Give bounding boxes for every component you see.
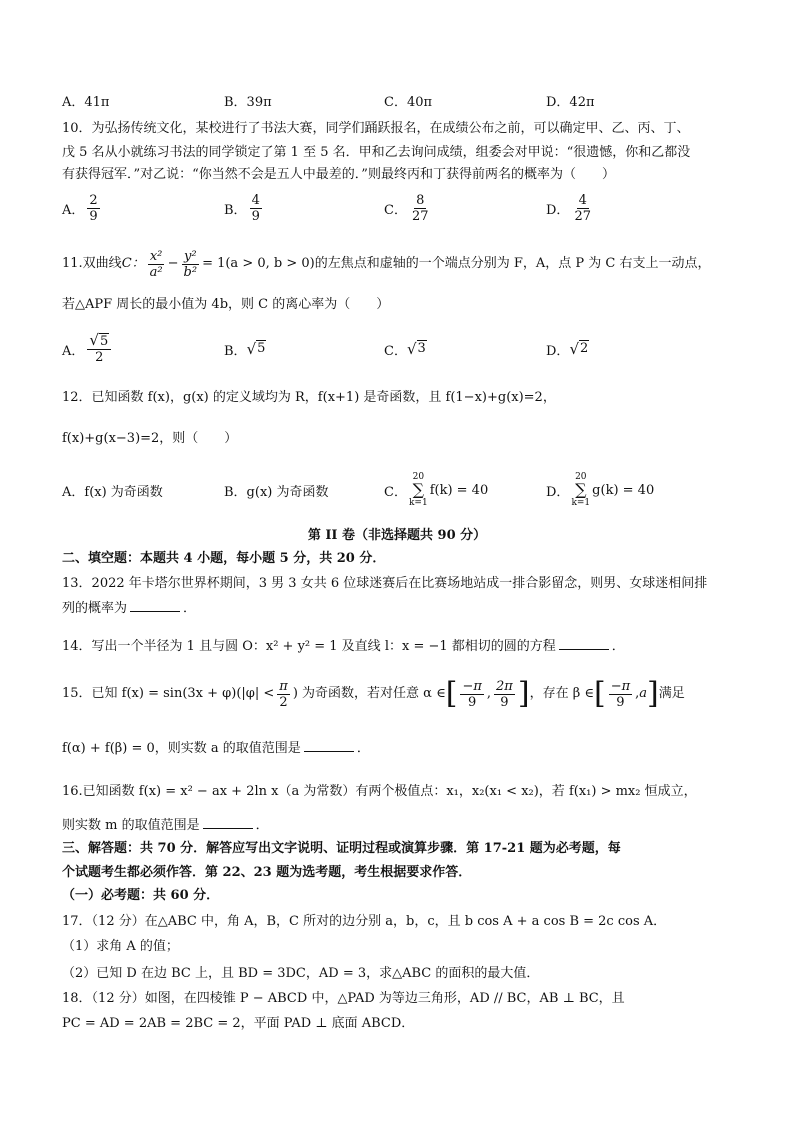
fraction: $\frac{-\pi}{9}$ (610, 678, 631, 710)
summation: 20 ∑ k=1 (408, 472, 428, 508)
fraction-y: $\frac{\text{y²}}{\text{b²}}$ (183, 248, 198, 280)
q10-line-3: 有获得冠军．”对乙说：“你当然不会是五人中最差的．”则最终丙和丁获得前两名的概率为（ ） (62, 167, 615, 182)
sqrt: √ 3 (406, 340, 426, 358)
section-2-title: 第 II 卷（非选择题共 90 分） (307, 528, 487, 543)
q10-line-1: 10．为弘扬传统文化，某校进行了书法大赛，同学们踊跃报名，在成绩公布之前，可以确定甲、乙、丙、丁、 (62, 121, 690, 136)
q11-option-a: A． √ 5 2 (62, 327, 114, 371)
q10-option-c: C． $\frac{8}{27}$ (384, 192, 429, 224)
q9-option-d: D．42π (546, 94, 595, 110)
q18-line-2: PC = AD = 2AB = 2BC = 2，平面 PAD ⊥ 底面 ABCD． (62, 1016, 415, 1031)
q12-option-d: D． 20 ∑ k=1 g(k) = 40 (546, 472, 655, 508)
fraction-x: $\frac{\text{x²}}{\text{a²}}$ (149, 248, 163, 280)
q11-option-d: D． √ 2 (546, 340, 589, 359)
q17-line-1: 17．（12 分）在△ABC 中，角 A，B，C 所对的边分别 a，b，c，且 b cos A + a cos B = 2c cos A． (62, 914, 667, 929)
q10-options (62, 188, 762, 228)
fraction: $\frac{2}{9}$ (89, 192, 98, 224)
answer-blank (304, 738, 354, 752)
fraction: $\frac{-\pi}{9}$ (462, 678, 482, 710)
q14-line: 14．写出一个半径为 1 且与圆 O：x² + y² = 1 及直线 l：x = −1 都相切的圆的方程 ． (62, 636, 754, 657)
q13-line-2: 列的概率为 ． (62, 598, 754, 619)
q11-option-b: B． √ 5 (224, 340, 266, 359)
answer-blank (130, 598, 180, 612)
q10-line-2: 戊 5 名从小就练习书法的同学锁定了第 1 至 5 名．甲和乙去询问成绩，组委会对甲说：“很遗憾，你和乙都没 (62, 145, 691, 160)
fraction: $\frac{4}{27}$ (574, 192, 591, 224)
q11-line-2: 若△APF 周长的最小值为 4b，则 C 的离心率为（ ） (62, 297, 390, 312)
sqrt: √ 2 (569, 340, 589, 358)
section-2-heading: 二、填空题：本题共 4 小题，每小题 5 分，共 20 分． (62, 551, 386, 566)
answer-blank (203, 815, 253, 829)
q11-line-1: 11.双曲线 C： $\frac{\text{x²}}{\text{a²}}$ − $\frac{\text{y²}}{\text{b²}}$ = 1(a > 0, b > 0) 的左焦点和虚轴的一个端点分别为 F，A，点 P 为 C 右支上一动点， (62, 248, 711, 280)
sqrt: √ 5 (246, 340, 266, 358)
q16-line-2: 则实数 m 的取值范围是 ． (62, 815, 754, 836)
q12-options (62, 470, 762, 510)
fraction: $\frac{8}{27}$ (411, 192, 429, 224)
section-3-line-1: 三、解答题：共 70 分．解答应写出文字说明、证明过程或演算步骤．第 17-21 题为必考题，每 (62, 841, 621, 856)
q12-option-c: C． 20 ∑ k=1 f(k) = 40 (384, 472, 489, 508)
section-3-sub: （一）必考题：共 60 分． (62, 888, 220, 903)
q10-option-a: A． $\frac{2}{9}$ (62, 192, 98, 224)
fraction: $\frac{2\pi}{9}$ (496, 678, 513, 710)
q12-option-a: A．f(x) 为奇函数 (62, 484, 163, 500)
fraction: $\frac{4}{9}$ (251, 192, 260, 224)
q9-options (62, 80, 762, 120)
q12-option-b: B．g(x) 为奇函数 (224, 484, 329, 500)
q9-option-a: A．41π (62, 94, 110, 110)
summation: 20 ∑ k=1 (571, 472, 591, 508)
q15-line-2: f(α) + f(β) = 0，则实数 a 的取值范围是 ． (62, 738, 754, 759)
q11-options (62, 327, 762, 371)
q12-line-2: f(x)+g(x−3)=2，则（ ） (62, 431, 238, 446)
q10-option-b: B． $\frac{4}{9}$ (224, 192, 260, 224)
fraction: $\frac{\pi}{2}$ (279, 678, 288, 710)
q10-option-d: D． $\frac{4}{27}$ (546, 192, 591, 224)
q11-option-c: C． √ 3 (384, 340, 426, 359)
q17-line-3: （2）已知 D 在边 BC 上，且 BD = 3DC，AD = 3，求△ABC 的面积的最大值． (62, 966, 540, 981)
q13-line-1: 13．2022 年卡塔尔世界杯期间，3 男 3 女共 6 位球迷赛后在比赛场地站成一排合影留念，则男、女球迷相间排 (62, 576, 708, 591)
q15-line-1: 15．已知 f(x) = sin(3x + φ)(|φ| < $\frac{\pi}{2}$ ) 为奇函数，若对任意 α ∈ [ $\frac{-\pi}{9}$ , $\frac{2\pi}{9}$ ] ，存在 β ∈ [ $\frac{-\pi}{9}$ , a ] 满足 (62, 676, 685, 711)
q17-line-2: （1）求角 A 的值； (62, 939, 179, 954)
q12-line-1: 12．已知函数 f(x)，g(x) 的定义域均为 R，f(x+1) 是奇函数，且 f(1−x)+g(x)=2， (62, 390, 556, 405)
q16-line-1: 16.已知函数 f(x) = x² − ax + 2ln x（a 为常数）有两个极值点：x₁，x₂(x₁ < x₂)，若 f(x₁) > mx₂ 恒成立， (62, 784, 697, 799)
answer-blank (559, 636, 609, 650)
fraction: √ 5 2 (87, 333, 111, 365)
q9-option-c: C．40π (384, 94, 433, 110)
section-3-line-2: 个试题考生都必须作答．第 22、23 题为选考题，考生根据要求作答． (62, 865, 472, 880)
q18-line-1: 18．（12 分）如图，在四棱锥 P − ABCD 中，△PAD 为等边三角形，AD // BC，AB ⊥ BC，且 (62, 991, 625, 1006)
q9-option-b: B．39π (224, 94, 272, 110)
